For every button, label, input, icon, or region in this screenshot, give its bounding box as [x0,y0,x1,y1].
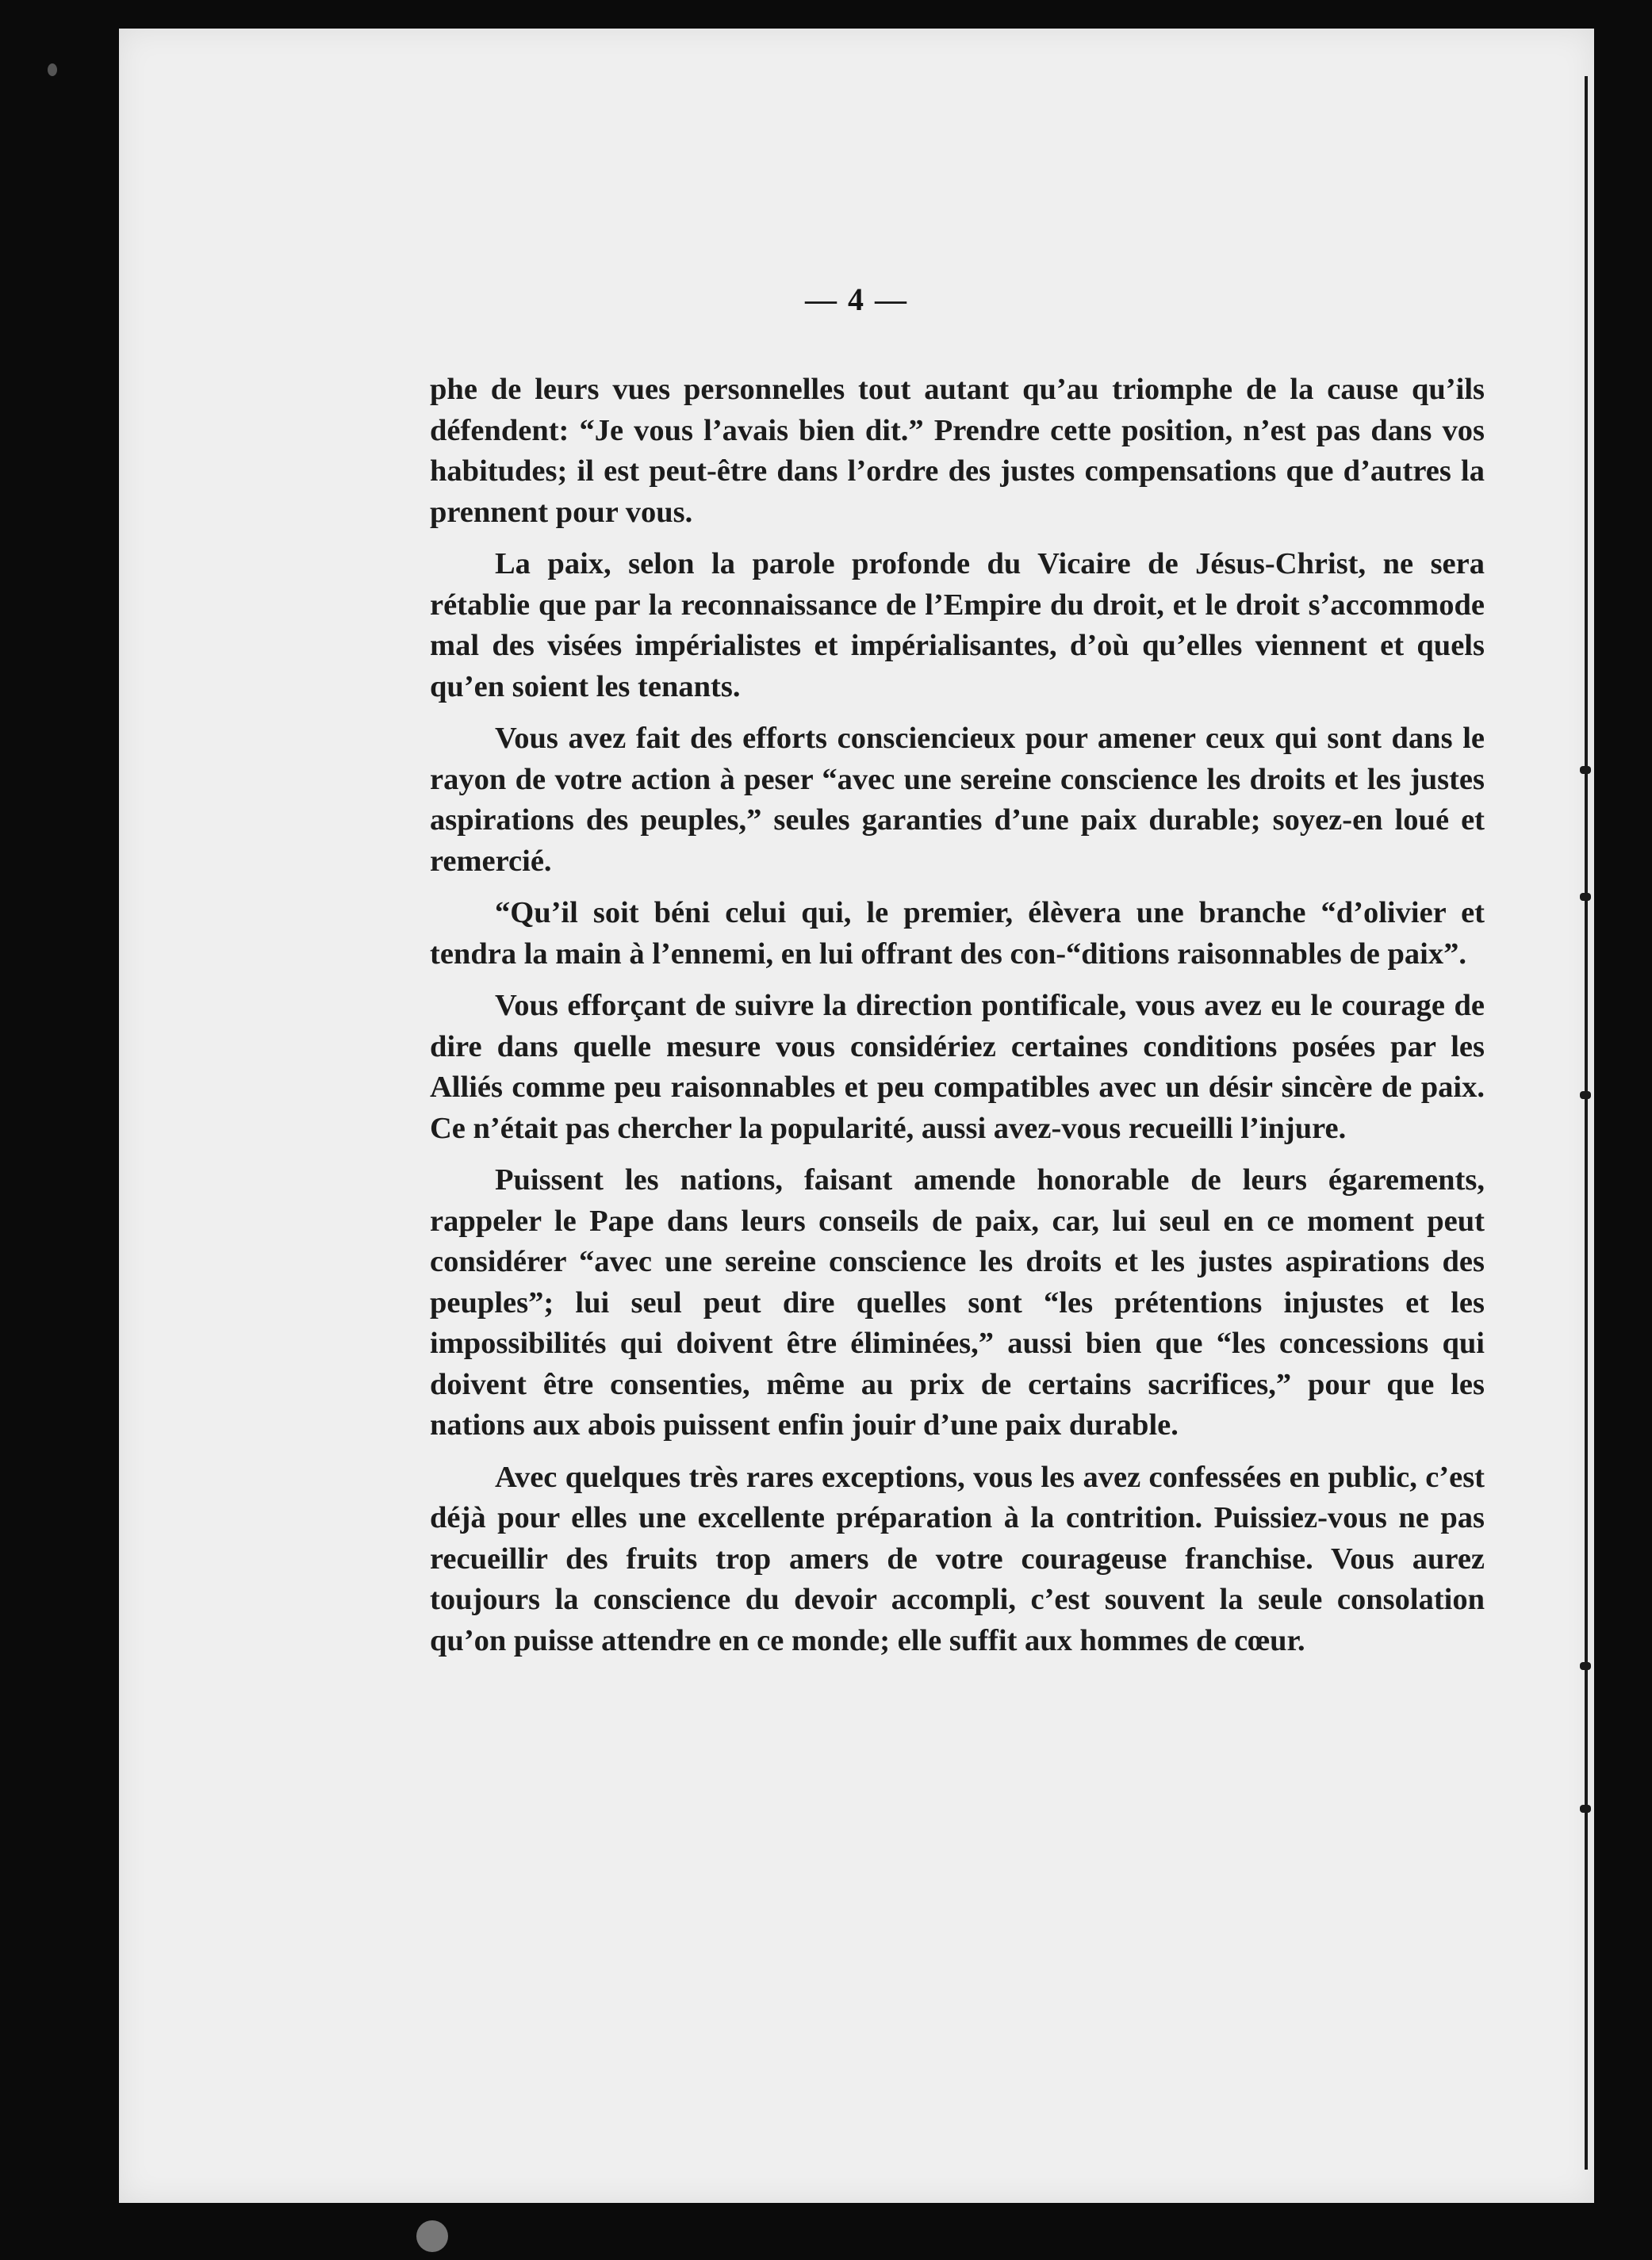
scan-speck [48,63,57,76]
paragraph-2: La paix, selon la parole profonde du Vicaire de Jésus-Christ, ne sera rétablie que par la reconnaissance de l’Empire du droit, et le droit s’accommode mal des visées impérialistes et impérialisantes, d’où qu’elles viennent et quels qu’en soient les tenants. [430,547,1485,703]
paragraph-1: phe de leurs vues personnelles tout autant qu’au triomphe de la cause qu’ils défendent: “Je vous l’avais bien dit.” Prendre cette position, n’est pas dans vos habitudes; il est peut-être dans l’ordre des justes compensations que d’autres la prennent pour vous. [430,373,1485,529]
paragraph-4: “Qu’il soit béni celui qui, le premier, élèvera une branche “d’olivier et tendra la main à l’ennemi, en lui offrant des con-“ditions raisonnables de paix”. [430,896,1485,971]
body-text [430,370,1485,1672]
edge-mark [1580,1091,1591,1099]
paragraph-7: Avec quelques très rares exceptions, vous les avez confessées en public, c’est déjà pour elles une excellente préparation à la contrition. Puissiez-vous ne pas recueillir des fruits trop amers de votre courageuse franchise. Vous aurez toujours la conscience du devoir accompli, c’est souvent la seule consolation qu’on puisse attendre en ce monde; elle suffit aux hommes de cœur. [430,1460,1485,1657]
edge-mark [1580,766,1591,774]
edge-mark [1580,1805,1591,1813]
scan-speck [416,2220,448,2252]
paragraph-6: Puissent les nations, faisant amende honorable de leurs égarements, rappeler le Pape dans leurs conseils de paix, car, lui seul en ce moment peut considérer “avec une sereine conscience les droits et les justes aspirations des peuples”; lui seul peut dire quelles sont “les prétentions injustes et les impossibilités qui doivent être éliminées,” aussi bien que “les concessions qui doivent être consenties, même au prix de certains sacrifices,” pour que les nations aux abois puissent enfin jouir d’une paix durable. [430,1163,1485,1442]
paragraph-5: Vous efforçant de suivre la direction pontificale, vous avez eu le courage de dire dans quelle mesure vous considériez certaines conditions posées par les Alliés comme peu raisonnables et peu compatibles avec un désir sincère de paix. Ce n’était pas chercher la popularité, aussi avez-vous recueilli l’injure. [430,989,1485,1145]
scanned-page [119,29,1594,2203]
page-number: — 4 — [805,282,908,317]
paragraph-3: Vous avez fait des efforts consciencieux pour amener ceux qui sont dans le rayon de votre action à peser “avec une sereine conscience les droits et les justes aspirations des peuples,” seules garanties d’une paix durable; soyez-en loué et remercié. [430,722,1485,878]
edge-mark [1580,893,1591,901]
page-edge-shadow [1585,76,1588,2170]
edge-mark [1580,1662,1591,1670]
